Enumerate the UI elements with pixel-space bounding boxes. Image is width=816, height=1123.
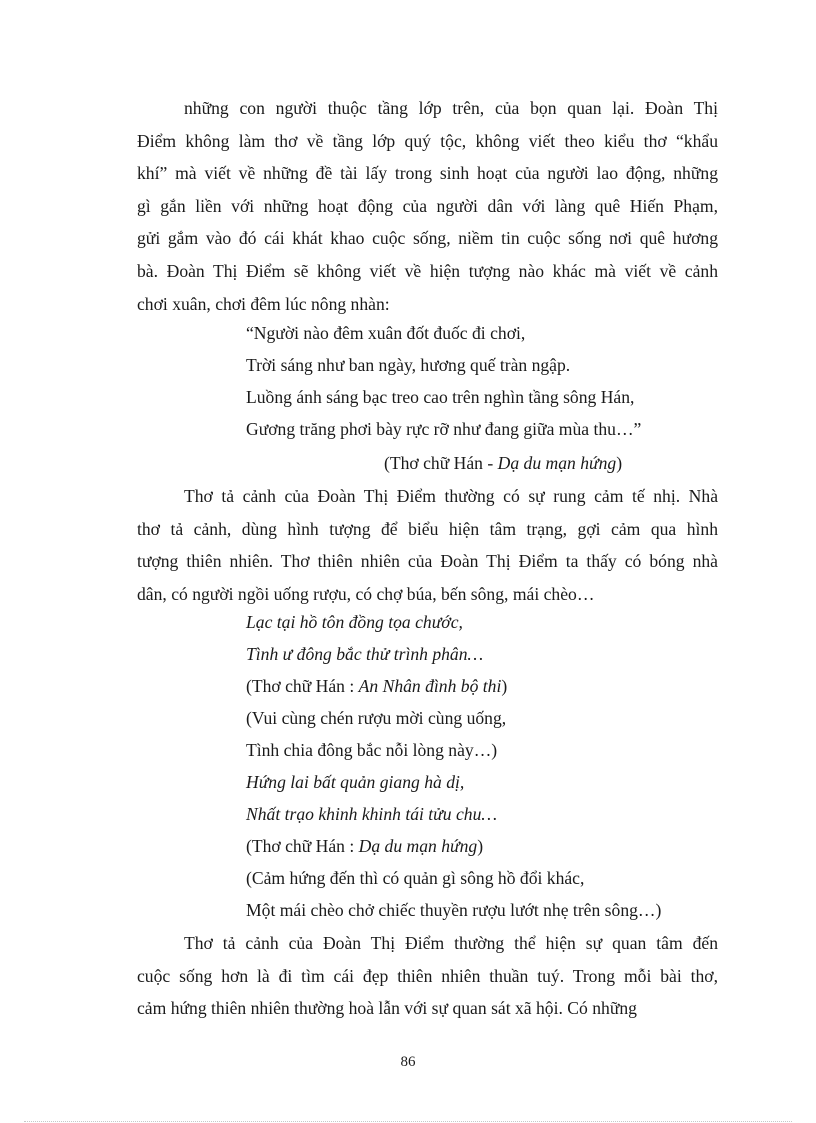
text-line: thơ tả cảnh, dùng hình tượng để biểu hiện tâm trạng, gợi cảm qua hình: [137, 518, 718, 539]
text-line: Điểm không làm thơ về tầng lớp quý tộc, không viết theo kiểu thơ “khẩu: [137, 130, 718, 151]
text-line: cuộc sống hơn là đi tìm cái đẹp thiên nhiên thuần tuý. Trong mỗi bài thơ,: [137, 965, 718, 986]
poem-3-source: [246, 830, 661, 862]
text-line: Thơ tả cảnh của Đoàn Thị Điểm thường thể hiện sự quan tâm đến: [184, 933, 718, 953]
verse-line: Tình chia đông bắc nỗi lòng này…): [246, 740, 498, 760]
source-prefix: (Thơ chữ Hán :: [246, 676, 359, 696]
text-line: chơi xuân, chơi đêm lúc nông nhàn:: [137, 293, 390, 314]
verse-line: (Vui cùng chén rượu mời cùng uống,: [246, 708, 507, 728]
source-title: Dạ du mạn hứng: [358, 836, 478, 856]
text-line: gửi gắm vào đó cái khát khao cuộc sống, niềm tin cuộc sống nơi quê hương: [137, 228, 718, 249]
text-line: cảm hứng thiên nhiên thường hoà lẫn với sự quan sát xã hội. Có những: [137, 998, 637, 1019]
text-line: tượng thiên nhiên. Thơ thiên nhiên của Đoàn Thị Điểm ta thấy có bóng nhà: [137, 551, 718, 572]
source-prefix: (Thơ chữ Hán :: [246, 836, 359, 856]
source-prefix: (Thơ chữ Hán -: [384, 453, 498, 473]
text-line: Thơ tả cảnh của Đoàn Thị Điểm thường có sự rung cảm tế nhị. Nhà: [184, 486, 718, 506]
source-title: An Nhân đình bộ thi: [358, 676, 502, 696]
poem-1: [246, 317, 641, 445]
text-line: dân, có người ngồi uống rượu, có chợ búa, bến sông, mái chèo…: [137, 583, 595, 604]
poem-2: [246, 606, 661, 926]
verse-line: Trời sáng như ban ngày, hương quế tràn ngập.: [246, 355, 571, 375]
verse-line: Gương trăng phơi bày rực rỡ như đang giữa mùa thu…”: [246, 419, 642, 439]
poem-1-source: [384, 447, 622, 479]
verse-line: Nhất trạo khinh khinh tái tửu chu…: [246, 804, 498, 824]
paragraph-2: [137, 480, 718, 610]
text-line: những con người thuộc tầng lớp trên, của bọn quan lại. Đoàn Thị: [184, 98, 718, 118]
verse-line: Luồng ánh sáng bạc treo cao trên nghìn tầng sông Hán,: [246, 387, 635, 407]
source-title: Dạ du mạn hứng: [497, 453, 617, 473]
source-suffix: ): [616, 453, 623, 473]
paragraph-3: [137, 927, 718, 1025]
poem-2-source: [246, 670, 661, 702]
verse-line: Lạc tại hồ tôn đồng tọa chước,: [246, 612, 463, 632]
source-suffix: ): [477, 836, 484, 856]
verse-line: (Cảm hứng đến thì có quản gì sông hồ đổi khác,: [246, 868, 585, 888]
text-line: bà. Đoàn Thị Điểm sẽ không viết về hiện tượng nào khác mà viết về cảnh: [137, 260, 718, 281]
page-number: 86: [400, 1054, 416, 1070]
verse-line: “Người nào đêm xuân đốt đuốc đi chơi,: [246, 323, 526, 343]
verse-line: Tình ư đông bắc thử trình phân…: [246, 644, 484, 664]
text-line: khí” mà viết về những đề tài lấy trong sinh hoạt của người lao động, những: [137, 163, 718, 184]
verse-line: Hứng lai bất quản giang hà dị,: [246, 772, 465, 792]
paragraph-1: [137, 92, 718, 320]
source-suffix: ): [501, 676, 508, 696]
text-line: gì gắn liền với những hoạt động của người dân với làng quê Hiến Phạm,: [137, 195, 718, 216]
page-bottom-divider: [24, 1121, 792, 1122]
verse-line: Một mái chèo chở chiếc thuyền rượu lướt nhẹ trên sông…): [246, 900, 662, 920]
